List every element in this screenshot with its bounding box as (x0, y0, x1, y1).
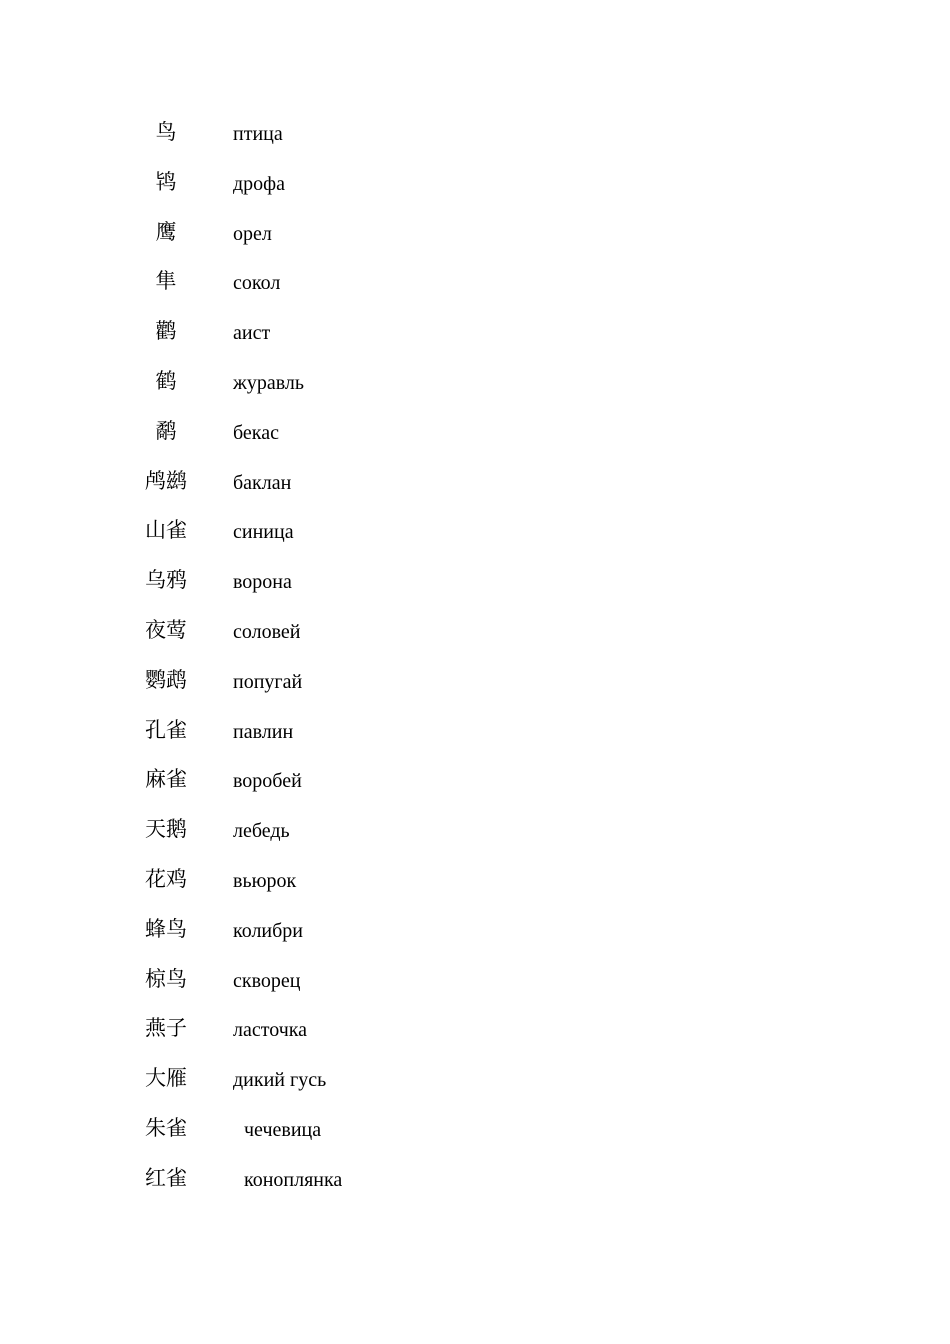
russian-term: журавль (233, 371, 304, 394)
russian-term: птица (233, 123, 283, 145)
russian-term: ласточка (233, 1019, 308, 1042)
russian-term: вьюрок (233, 869, 297, 892)
vocab-row (0, 360, 950, 410)
russian-term: соловей (233, 620, 301, 643)
chinese-term: 蜂鸟 (145, 916, 187, 941)
chinese-term: 椋鸟 (145, 966, 187, 991)
vocab-row (0, 1007, 950, 1057)
chinese-term: 鹦鹉 (145, 667, 187, 692)
chinese-term: 乌鸦 (145, 568, 187, 593)
vocab-row (0, 758, 950, 808)
russian-term: колибри (233, 919, 303, 942)
chinese-term: 鹬 (155, 418, 177, 443)
chinese-term: 鹰 (155, 219, 177, 244)
russian-term: ворона (233, 571, 292, 594)
russian-term: скворец (233, 969, 301, 992)
vocab-row (0, 111, 950, 161)
chinese-term: 燕子 (145, 1016, 187, 1041)
chinese-term: 鸬鹚 (145, 468, 187, 493)
russian-term: орел (233, 222, 272, 245)
vocab-row (0, 1107, 950, 1157)
vocab-row (0, 310, 950, 360)
russian-term: баклан (233, 471, 292, 494)
russian-term: синица (233, 521, 294, 544)
russian-term: дикий гусь (233, 1069, 327, 1092)
vocab-row (0, 1057, 950, 1107)
vocab-row (0, 808, 950, 858)
russian-term: воробей (233, 770, 302, 793)
vocab-row (0, 161, 950, 211)
chinese-term: 天鹅 (145, 817, 187, 842)
russian-term: коноплянка (244, 1168, 343, 1191)
chinese-term: 麻雀 (145, 767, 187, 792)
chinese-term: 花鸡 (145, 866, 187, 891)
vocab-row (0, 410, 950, 460)
chinese-term: 朱雀 (145, 1115, 187, 1140)
russian-term: бекас (233, 421, 279, 444)
bird-vocabulary-list (0, 111, 950, 1207)
vocab-row (0, 609, 950, 659)
chinese-term: 鸟 (155, 120, 177, 144)
vocab-row (0, 211, 950, 261)
vocab-row (0, 858, 950, 908)
vocab-row (0, 958, 950, 1008)
chinese-term: 孔雀 (145, 717, 187, 742)
russian-term: сокол (233, 272, 281, 295)
vocab-row (0, 260, 950, 310)
chinese-term: 山雀 (145, 518, 187, 543)
russian-term: чечевица (244, 1118, 322, 1141)
vocab-row (0, 659, 950, 709)
chinese-term: 鹤 (155, 368, 177, 393)
russian-term: лебедь (233, 820, 290, 843)
vocab-row (0, 1157, 950, 1207)
russian-term: павлин (233, 720, 294, 743)
chinese-term: 红雀 (145, 1165, 187, 1190)
vocab-row (0, 908, 950, 958)
chinese-term: 隼 (155, 269, 177, 294)
chinese-term: 大雁 (145, 1066, 187, 1091)
chinese-term: 夜莺 (145, 617, 187, 642)
russian-term: аист (233, 322, 271, 345)
russian-term: дрофа (233, 172, 286, 195)
chinese-term: 鹳 (155, 319, 177, 344)
vocab-row (0, 559, 950, 609)
russian-term: попугай (233, 670, 303, 693)
vocab-row (0, 460, 950, 510)
vocab-row (0, 709, 950, 759)
chinese-term: 鸨 (155, 169, 177, 194)
vocab-row (0, 509, 950, 559)
